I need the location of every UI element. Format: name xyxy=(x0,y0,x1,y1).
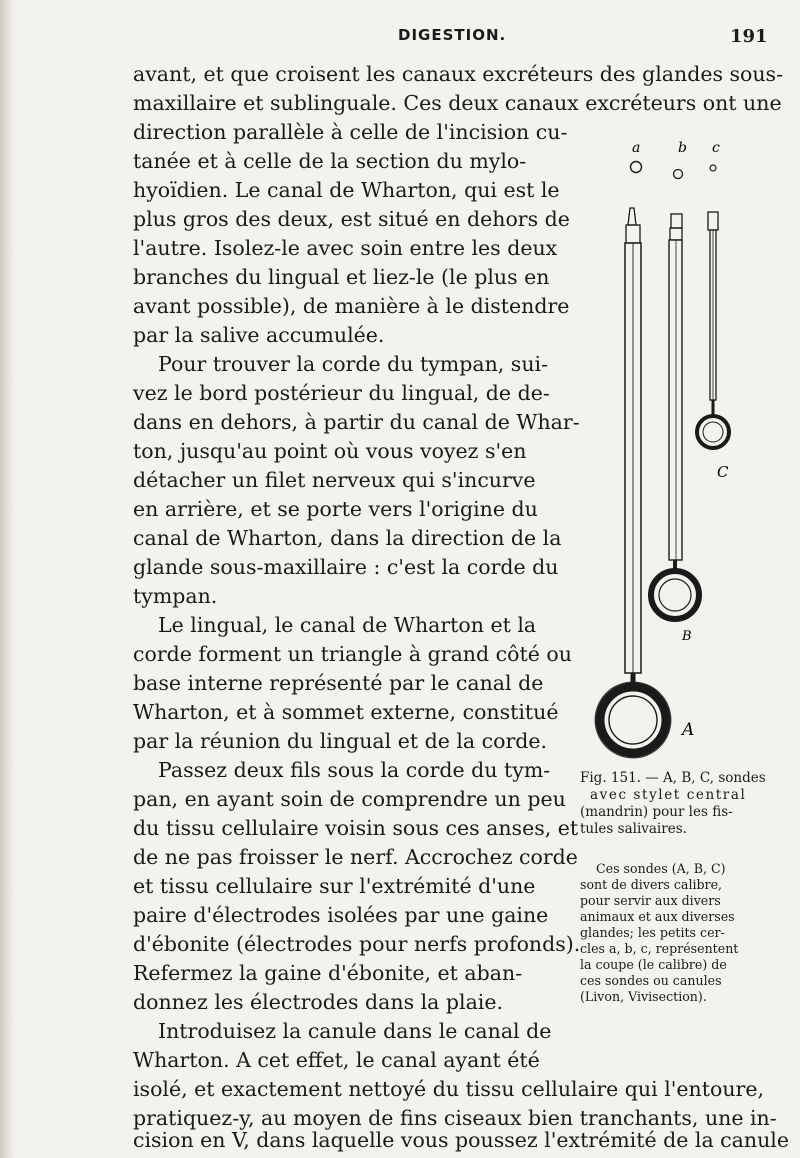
body-line: glande sous-maxillaire : c'est la corde du xyxy=(133,555,559,579)
body-line: maxillaire et sublinguale. Ces deux canaux excréteurs ont une xyxy=(133,91,782,115)
body-line: en arrière, et se porte vers l'origine du xyxy=(133,497,538,521)
body-line: ton, jusqu'au point où vous voyez s'en xyxy=(133,439,527,463)
figure-note-line: animaux et aux diverses xyxy=(580,909,735,924)
page-number: 191 xyxy=(730,26,768,47)
figure-caption-line: avec stylet central xyxy=(590,787,747,803)
body-line: Le lingual, le canal de Wharton et la xyxy=(158,613,537,637)
body-line: cision en V, dans laquelle vous poussez l'extrémité de la canule xyxy=(133,1128,789,1152)
body-line: pan, en ayant soin de comprendre un peu xyxy=(133,787,566,811)
figure-note-line: cles a, b, c, représentent xyxy=(580,941,739,956)
body-line: vez le bord postérieur du lingual, de de- xyxy=(133,381,550,405)
body-line: canal de Wharton, dans la direction de la xyxy=(133,526,562,550)
body-line: Introduisez la canule dans le canal de xyxy=(158,1019,552,1043)
running-header: DIGESTION. xyxy=(398,26,507,44)
body-line: avant, et que croisent les canaux excréteurs des glandes sous- xyxy=(133,62,783,86)
figure-note-line: (Livon, Vivisection). xyxy=(580,989,707,1004)
body-line: isolé, et exactement nettoyé du tissu cellulaire qui l'entoure, xyxy=(133,1077,764,1101)
body-line: base interne représenté par le canal de xyxy=(133,671,544,695)
figure-note-line: ces sondes ou canules xyxy=(580,973,722,988)
body-line: corde forment un triangle à grand côté ou xyxy=(133,642,572,666)
figure-caption-line: tules salivaires. xyxy=(580,821,687,837)
page-gutter-shadow xyxy=(0,0,14,1158)
probe-b xyxy=(651,214,699,619)
figure-note-line: la coupe (le calibre) de xyxy=(580,957,727,972)
figure-note-line: glandes; les petits cer- xyxy=(580,925,725,940)
figure-label-C: C xyxy=(717,463,729,481)
figure-label-b: b xyxy=(678,140,687,156)
body-line: par la réunion du lingual et de la corde. xyxy=(133,729,548,753)
body-line: Refermez la gaine d'ébonite, et aban- xyxy=(133,961,523,985)
figure-caption-line: Fig. 151. — A, B, C, sondes xyxy=(580,770,766,786)
figure-label-B: B xyxy=(682,629,692,644)
body-line: direction parallèle à celle de l'incision cu- xyxy=(133,120,568,144)
figure-label-a: a xyxy=(632,140,641,156)
figure-label-A: A xyxy=(682,720,695,740)
body-line: de ne pas froisser le nerf. Accrochez corde xyxy=(133,845,578,869)
body-line: d'ébonite (électrodes pour nerfs profonds). xyxy=(133,932,581,956)
body-line: détacher un filet nerveux qui s'incurve xyxy=(133,468,536,492)
figure-note-line: Ces sondes (A, B, C) xyxy=(596,861,726,876)
body-line: Passez deux fils sous la corde du tym- xyxy=(158,758,551,782)
body-line: hyoïdien. Le canal de Wharton, qui est le xyxy=(133,178,560,202)
calibre-circle-a xyxy=(631,162,642,173)
body-line: par la salive accumulée. xyxy=(133,323,385,347)
body-line: paire d'électrodes isolées par une gaine xyxy=(133,903,549,927)
figure-note-line: sont de divers calibre, xyxy=(580,877,723,892)
calibre-circle-c xyxy=(710,165,716,171)
body-line: tanée et à celle de la section du mylo- xyxy=(133,149,527,173)
body-line: donnez les électrodes dans la plaie. xyxy=(133,990,504,1014)
body-line: Wharton, et à sommet externe, constitué xyxy=(133,700,559,724)
body-line: Wharton. A cet effet, le canal ayant été xyxy=(133,1048,540,1072)
body-line: du tissu cellulaire voisin sous ces anses, et xyxy=(133,816,579,840)
body-line: dans en dehors, à partir du canal de Whar- xyxy=(133,410,580,434)
figure-label-c: c xyxy=(712,140,720,156)
calibre-circle-b xyxy=(674,170,683,179)
body-line: Pour trouver la corde du tympan, sui- xyxy=(158,352,549,376)
body-line: pratiquez-y, au moyen de fins ciseaux bien tranchants, une in- xyxy=(133,1106,777,1130)
body-line: plus gros des deux, est situé en dehors de xyxy=(133,207,570,231)
body-line: branches du lingual et liez-le (le plus en xyxy=(133,265,550,289)
body-line: et tissu cellulaire sur l'extrémité d'une xyxy=(133,874,536,898)
probe-figure xyxy=(590,130,780,770)
probe-c xyxy=(697,212,729,448)
body-line: tympan. xyxy=(133,584,218,608)
figure-note-line: pour servir aux divers xyxy=(580,893,721,908)
body-line: avant possible), de manière à le distendre xyxy=(133,294,570,318)
probe-a xyxy=(595,208,671,758)
figure-caption-line: (mandrin) pour les fis- xyxy=(580,804,733,820)
body-line: l'autre. Isolez-le avec soin entre les deux xyxy=(133,236,558,260)
